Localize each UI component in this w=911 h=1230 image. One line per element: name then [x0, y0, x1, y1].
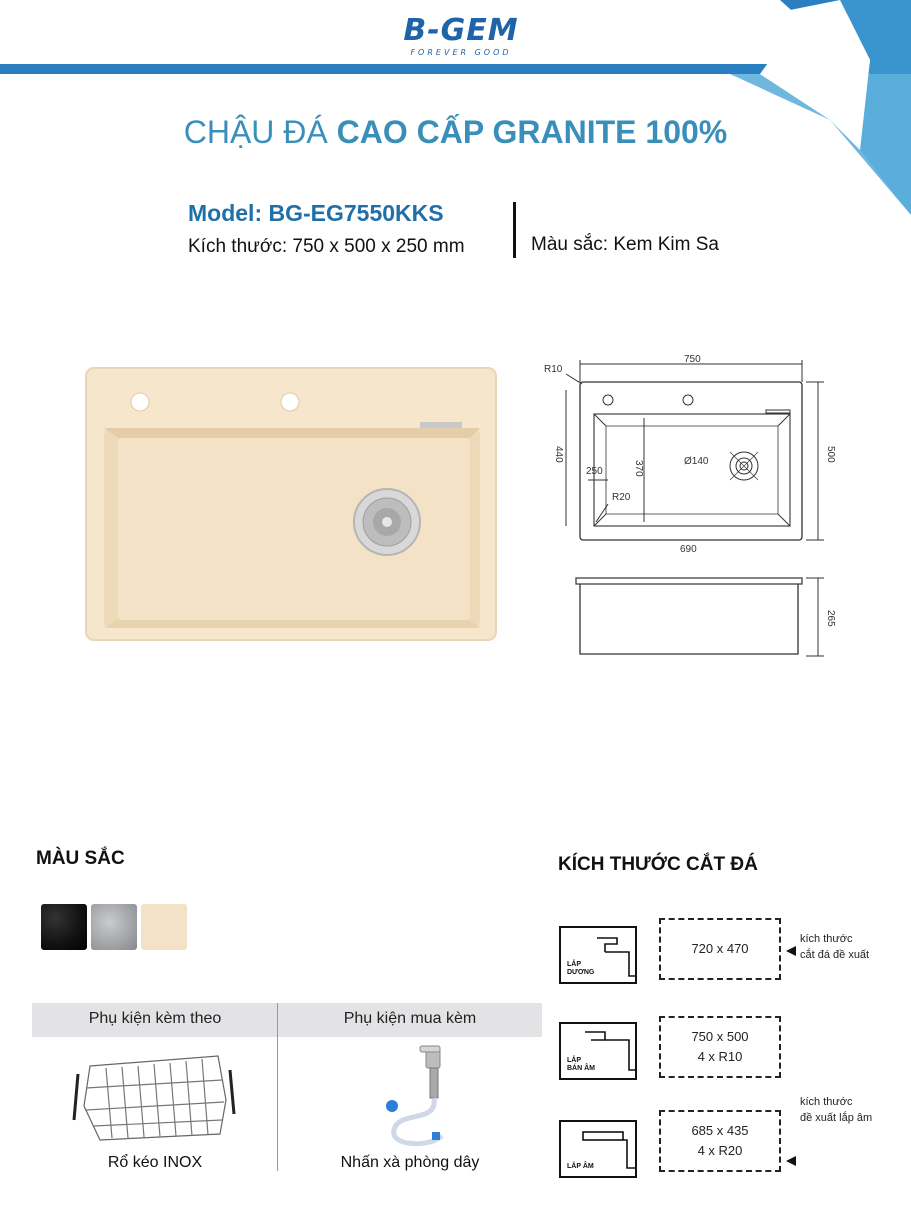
soap-dispenser-image — [378, 1044, 458, 1152]
cut-note-overmount: kích thước cắt đá đề xuất — [800, 933, 870, 961]
product-size: Kích thước: 750 x 500 x 250 mm — [188, 236, 465, 257]
dim-radius-top: R10 — [544, 364, 563, 375]
included-accessories-heading: Phụ kiện kèm theo — [88, 1010, 222, 1027]
cut-sizes-heading: KÍCH THƯỚC CẮT ĐÁ — [558, 854, 758, 875]
dim-left-outer: 440 — [553, 446, 564, 463]
install-label-semi-undermount: LẮP BÁN ÂM — [567, 1057, 595, 1072]
brand-logo — [386, 14, 536, 57]
dim-left-inner: 250 — [586, 466, 603, 477]
technical-drawing — [536, 350, 846, 680]
cut-size-box-overmount — [659, 918, 781, 980]
dim-drain: Ø140 — [684, 456, 709, 467]
dim-top: 750 — [684, 354, 701, 365]
cut-size-value: 750 x 500 — [691, 1029, 749, 1044]
install-label-undermount: LẮP ÂM — [567, 1163, 594, 1170]
dim-inner-depth: 370 — [633, 460, 644, 477]
product-color: Màu sắc: Kem Kim Sa — [531, 234, 719, 255]
cut-size-radius: 4 x R10 — [697, 1049, 743, 1064]
install-label-overmount: LẮP DƯƠNG — [567, 961, 595, 976]
cut-size-box-semi-undermount — [659, 1016, 781, 1078]
basket-image — [70, 1048, 238, 1148]
info-divider — [513, 202, 516, 258]
arrow-left-icon — [786, 946, 800, 956]
dim-bottom: 690 — [680, 544, 697, 555]
cut-size-radius: 4 x R20 — [697, 1143, 743, 1158]
colors-heading: MÀU SẮC — [36, 848, 125, 869]
page-title — [0, 114, 911, 151]
cut-size-value: 685 x 435 — [691, 1123, 749, 1138]
dim-right: 500 — [825, 446, 836, 463]
logo-text: B-GEM — [403, 13, 519, 48]
install-diagram-undermount — [559, 1120, 637, 1178]
dim-radius-inner: R20 — [612, 492, 631, 503]
cut-size-value: 720 x 470 — [691, 941, 749, 956]
color-swatch-black[interactable] — [41, 904, 87, 950]
title-light: CHẬU ĐÁ — [183, 114, 328, 150]
color-swatch-cream[interactable] — [141, 904, 187, 950]
arrow-left-icon — [786, 1156, 800, 1166]
install-diagram-overmount — [559, 926, 637, 984]
logo-tagline: FOREVER GOOD — [410, 48, 512, 57]
included-item-label: Rổ kéo INOX — [107, 1154, 203, 1171]
accessories-divider — [277, 1003, 278, 1171]
title-bold: CAO CẤP GRANITE 100% — [336, 114, 728, 150]
optional-item-label: Nhấn xà phòng dây — [340, 1154, 480, 1171]
color-swatch-gray[interactable] — [91, 904, 137, 950]
cut-size-box-undermount — [659, 1110, 781, 1172]
dim-height: 265 — [825, 610, 836, 627]
optional-accessories-heading: Phụ kiện mua kèm — [343, 1010, 477, 1027]
cut-note-undermount: kích thước đề xuất lắp âm — [800, 1096, 873, 1124]
product-model: Model: BG-EG7550KKS — [188, 200, 444, 226]
sink-photo — [84, 366, 498, 642]
install-diagram-semi-undermount — [559, 1022, 637, 1080]
